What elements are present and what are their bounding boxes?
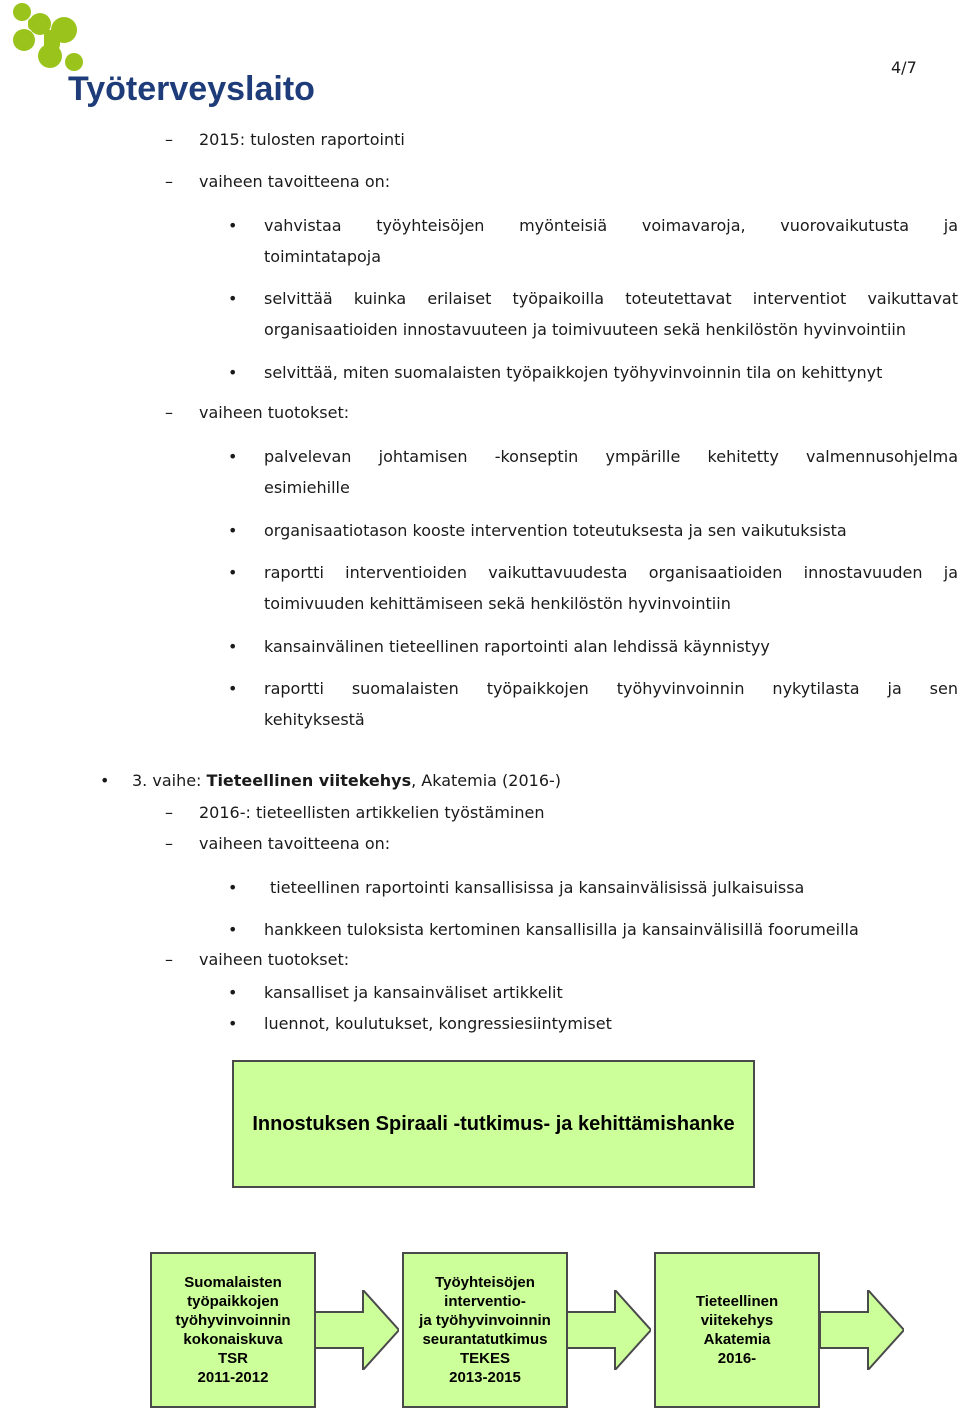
list-item [228,515,928,546]
list-item-line: raportti suomalaisten työpaikkojen työhyvinvoinnin nykytilasta ja sen [264,679,958,698]
dash-item: – vaiheen tuotokset: [165,950,350,969]
dash-item: – vaiheen tavoitteena on: [165,172,391,191]
logo-mark-icon [4,0,314,110]
phase-box-line: viitekehys [700,1312,774,1329]
phase-box-line: 2016- [717,1350,757,1367]
phase-box-3 [654,1252,820,1408]
bullet-icon: • [228,216,238,235]
list-item-line: organisaatiotason kooste intervention toteutuksesta ja sen vaikutuksista [264,521,847,540]
list-item-line: vahvistaa työyhteisöjen myönteisiä voimavaroja, vuorovaikutusta ja [264,216,958,235]
phase-box-line: interventio- [444,1293,526,1310]
outputs-heading: vaiheen tuotokset: [199,950,350,969]
section-title: Tieteellinen viitekehys [206,771,412,790]
bullet-icon: • [228,679,238,698]
bullet-icon: • [228,920,238,939]
phase-box-line: Akatemia [703,1331,771,1348]
list-item [228,557,958,619]
phase-box-line: 2013-2015 [449,1369,521,1386]
section-heading [100,771,561,790]
phase-box-line: TEKES [459,1350,510,1367]
phase-box-line: 2011-2012 [197,1369,269,1386]
arrow-right-icon [315,1290,399,1370]
bullet-icon: • [228,637,238,656]
bullet-icon: • [228,521,238,540]
dash-item-text: vaiheen tavoitteena on: [199,834,391,853]
list-item-line: palvelevan johtamisen -konseptin ympärille kehitetty valmennusohjelma [264,447,958,466]
list-item-line: kansainvälinen tieteellinen raportointi alan lehdissä käynnistyy [264,637,770,656]
dash-item: – 2015: tulosten raportointi [165,130,405,149]
brand-name: Työterveyslaitos [68,70,314,108]
list-item-line: toimintatapoja [264,247,382,266]
bullet-icon: • [228,447,238,466]
dash-item: – vaiheen tuotokset: [165,403,350,422]
list-item [228,872,928,903]
page-number: 4/7 [891,58,917,77]
list-item [228,631,928,662]
outputs-heading: vaiheen tuotokset: [199,403,350,422]
list-item [228,1008,928,1039]
bullet-icon: • [100,771,110,790]
bullet-icon: • [228,878,238,897]
phase-box-line: kokonaiskuva [183,1331,283,1348]
bullet-icon: • [228,563,238,582]
list-item-line: selvittää kuinka erilaiset työpaikoilla toteutettavat interventiot vaikuttavat [264,289,958,308]
dash-item-text: 2016-: tieteellisten artikkelien työstäminen [199,803,545,822]
bullet-icon: • [228,363,238,382]
list-item-line: organisaatioiden innostavuuteen ja toimivuuteen sekä henkilöstön hyvinvointiin [264,320,906,339]
list-item [228,441,958,503]
phase-box-1 [150,1252,316,1408]
list-item-line: esimiehille [264,478,350,497]
list-item [228,357,928,388]
phase-box-2 [402,1252,568,1408]
arrow-right-icon [567,1290,651,1370]
phase-box-line: Työyhteisöjen [435,1274,535,1291]
bullet-icon: • [228,289,238,308]
dash-item-text: 2015: tulosten raportointi [199,130,405,149]
list-item-line: raportti interventioiden vaikuttavuudesta organisaatioiden innostavuuden ja [264,563,958,582]
phase-box-line: Suomalaisten [184,1274,282,1291]
list-item-line: hankkeen tuloksista kertominen kansallisilla ja kansainvälisillä foorumeilla [264,920,859,939]
bullet-icon: • [228,1014,238,1033]
list-item-line: kehityksestä [264,710,365,729]
list-item [228,673,958,735]
list-item-line: tieteellinen raportointi kansallisissa ja kansainvälisissä julkaisuissa [270,878,805,897]
arrow-right-icon [820,1290,904,1370]
phase-box-line: työpaikkojen [187,1293,279,1310]
banner-title: Innostuksen Spiraali -tutkimus- ja kehittämishanke [252,1112,735,1135]
list-item [228,210,958,272]
section-suffix: , Akatemia (2016-) [411,771,562,790]
list-item-line: kansalliset ja kansainväliset artikkelit [264,983,563,1002]
phase-box-line: ja työhyvinvoinnin [419,1312,551,1329]
list-item [228,914,928,945]
bullet-icon: • [228,983,238,1002]
phase-box-line: TSR [217,1350,248,1367]
dash-item: – 2016-: tieteellisten artikkelien työstäminen [165,803,545,822]
list-item-line: selvittää, miten suomalaisten työpaikkojen työhyvinvoinnin tila on kehittynyt [264,363,883,382]
dash-item: – vaiheen tavoitteena on: [165,834,391,853]
list-item [228,283,958,345]
dash-item-text: vaiheen tavoitteena on: [199,172,391,191]
list-item [228,977,928,1008]
list-item-line: luennot, koulutukset, kongressiesiintymiset [264,1014,612,1033]
phase-box-line: työhyvinvoinnin [175,1312,291,1329]
phase-box-line: seurantatutkimus [422,1331,548,1348]
logo [4,0,314,110]
project-banner [232,1060,755,1188]
section-prefix: 3. vaihe: [132,771,207,790]
list-item-line: toimivuuden kehittämiseen sekä henkilöstön hyvinvointiin [264,594,731,613]
phase-box-line: Tieteellinen [695,1293,779,1310]
